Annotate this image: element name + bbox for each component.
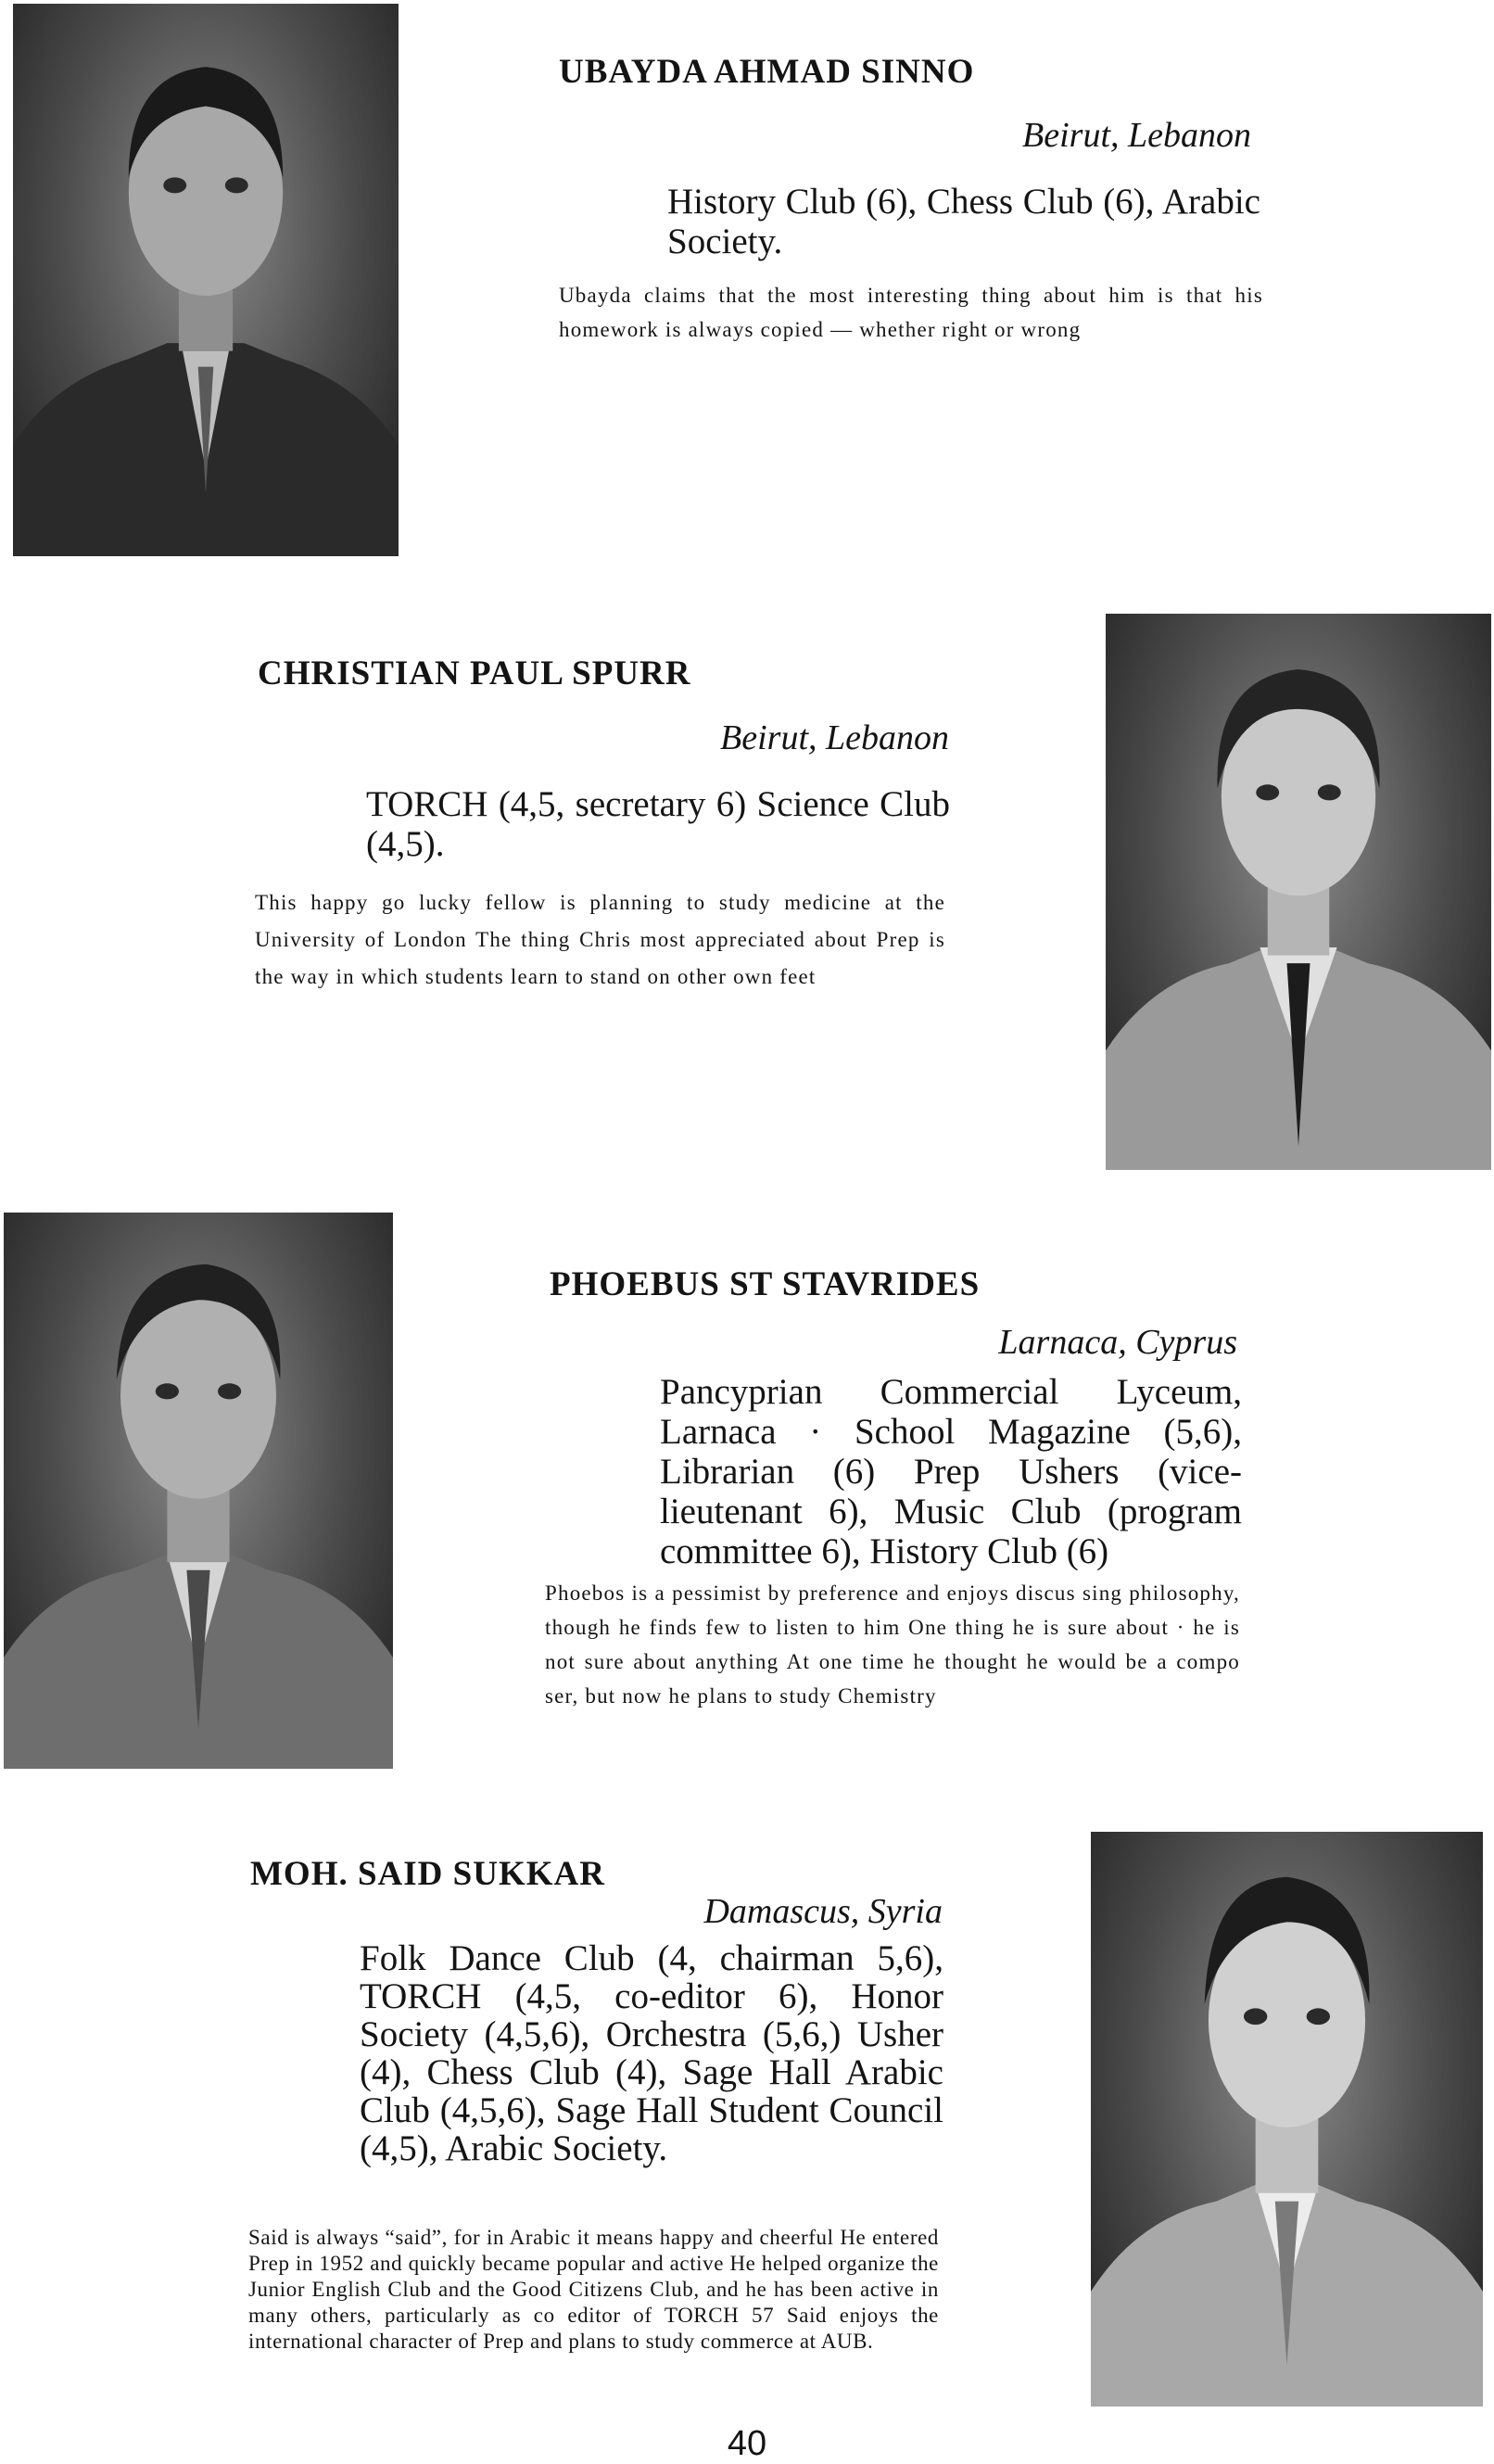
student-location: Beirut, Lebanon bbox=[1022, 116, 1251, 155]
student-location: Damascus, Syria bbox=[703, 1892, 943, 1931]
page-number: 40 bbox=[727, 2424, 767, 2463]
student-location: Beirut, Lebanon bbox=[720, 718, 949, 757]
student-location: Larnaca, Cyprus bbox=[998, 1323, 1237, 1362]
student-bio: This happy go lucky fellow is planning to study medicine at the University of London The thing Chris most appreciated about Prep is the way in which students learn to stand on other own feet bbox=[255, 891, 945, 988]
student-name: PHOEBUS ST STAVRIDES bbox=[550, 1265, 981, 1303]
student-activities: Pancyprian Commercial Lyceum, Larnaca · School Magazine (5,6), Librarian (6) Prep Ushers (vice-lieutenant 6), Music Club (program committee 6), History Club (6) bbox=[660, 1372, 1242, 1571]
portrait-photo-spurr bbox=[1106, 614, 1491, 1170]
portrait-photo-sukkar bbox=[1091, 1832, 1483, 2407]
student-name: MOH. SAID SUKKAR bbox=[250, 1855, 605, 1893]
portrait-silhouette bbox=[1091, 1832, 1483, 2407]
student-bio: Ubayda claims that the most interesting thing about him is that his homework is always copied — whether right or wrong bbox=[559, 284, 1263, 341]
student-activities: Folk Dance Club (4, chairman 5,6), TORCH (4,5, co-editor 6), Honor Society (4,5,6), Orchestra (5,6,) Usher (4), Chess Club (4), Sage Hall Arabic Club (4,5,6), Sage Hall Student Council (4,5), Arabic Society. bbox=[360, 1938, 943, 2168]
student-bio: Phoebos is a pessimist by preference and enjoys discus sing philosophy, though he finds few to listen to him One thing he is sure about · he is not sure about anything At one time he thought he would be a compo ser, but now he plans to study Chemistry bbox=[545, 1581, 1240, 1708]
student-name: UBAYDA AHMAD SINNO bbox=[559, 53, 975, 91]
portrait-photo-stavrides bbox=[4, 1213, 393, 1769]
portrait-photo-sinno bbox=[13, 4, 399, 556]
portrait-silhouette bbox=[1106, 614, 1491, 1170]
student-bio: Said is always “said”, for in Arabic it means happy and cheerful He entered Prep in 1952 and quickly became popular and active He helped organize the Junior English Club and the Good Citizens Club, and he has been active in many others, particularly as co editor of TORCH 57 Said enjoys the international character of Prep and plans to study commerce at AUB. bbox=[248, 2226, 939, 2353]
student-activities: History Club (6), Chess Club (6), Arabic Society. bbox=[667, 182, 1260, 261]
portrait-silhouette bbox=[4, 1213, 393, 1769]
portrait-silhouette bbox=[13, 4, 399, 556]
student-activities: TORCH (4,5, secretary 6) Science Club (4,5). bbox=[366, 784, 950, 864]
student-name: CHRISTIAN PAUL SPURR bbox=[258, 654, 691, 692]
